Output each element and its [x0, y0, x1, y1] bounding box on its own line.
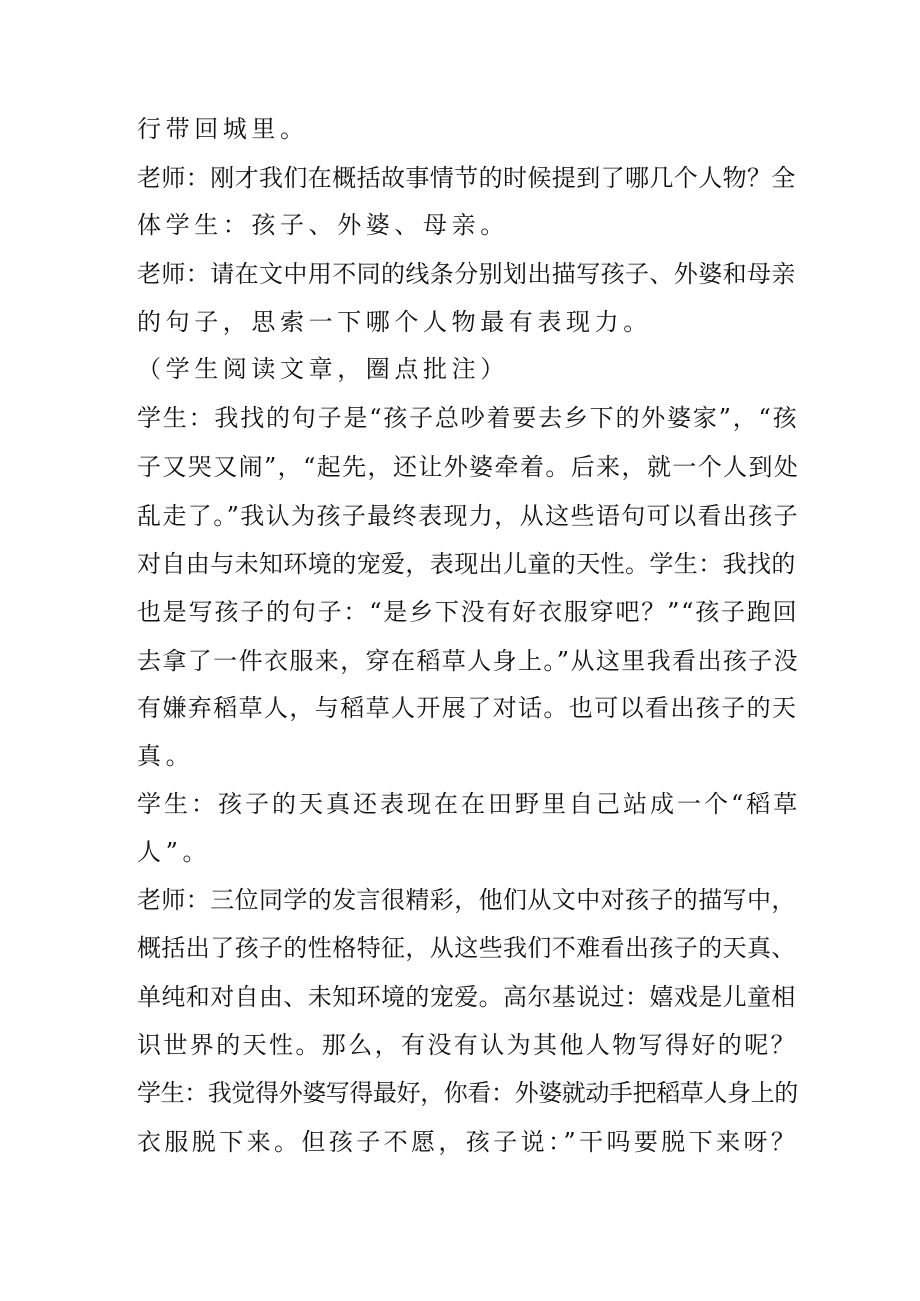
- text-line: 子又哭又闹”，“起先，还让外婆牵着。后来，就一个人到处: [137, 453, 800, 481]
- text-line: 学生：孩子的天真还表现在在田野里自己站成一个“稻草: [137, 790, 801, 818]
- text-line: 体学生：孩子、外婆、母亲。: [137, 211, 509, 239]
- text-line: 概括出了孩子的性格特征，从这些我们不难看出孩子的天真、: [137, 934, 796, 962]
- text-line: 对自由与未知环境的宠爱，表现出儿童的天性。学生：我找的: [137, 550, 796, 578]
- text-line: 也是写孩子的句子：“是乡下没有好衣服穿吧？”“孩子跑回: [137, 598, 799, 626]
- text-line: 学生：我觉得外婆写得最好，你看：外婆就动手把稻草人身上的: [137, 1079, 798, 1107]
- text-line: 有嫌弃稻草人，与稻草人开展了对话。也可以看出孩子的天: [137, 694, 798, 722]
- text-line: 识世界的天性。那么，有没有认为其他人物写得好的呢？: [137, 1031, 797, 1059]
- text-line: 真。: [137, 742, 195, 770]
- text-line: 人”。: [137, 838, 212, 866]
- text-line: 老师：请在文中用不同的线条分别划出描写孩子、外婆和母亲: [137, 260, 796, 288]
- text-line: 行带回城里。: [137, 115, 309, 143]
- text-line: 学生：我找的句子是“孩子总吵着要去乡下的外婆家”，“孩: [137, 404, 799, 432]
- text-line: 乱走了。”我认为孩子最终表现力，从这些语句可以看出孩子: [137, 502, 800, 530]
- text-line: 老师：三位同学的发言很精彩，他们从文中对孩子的描写中，: [137, 886, 796, 914]
- text-line: 衣服脱下来。但孩子不愿，孩子说：”干吗要脱下来呀？: [137, 1128, 799, 1156]
- text-line: 单纯和对自由、未知环境的宠爱。高尔基说过：嬉戏是儿童相: [137, 983, 796, 1011]
- text-line: 的句子，思索一下哪个人物最有表现力。: [137, 308, 652, 336]
- text-line: 去拿了一件衣服来，穿在稻草人身上。”从这里我看出孩子没: [137, 647, 800, 675]
- text-line: （学生阅读文章，圈点批注）: [137, 355, 509, 383]
- text-line: 老师：刚才我们在概括故事情节的时候提到了哪几个人物？全: [137, 164, 796, 192]
